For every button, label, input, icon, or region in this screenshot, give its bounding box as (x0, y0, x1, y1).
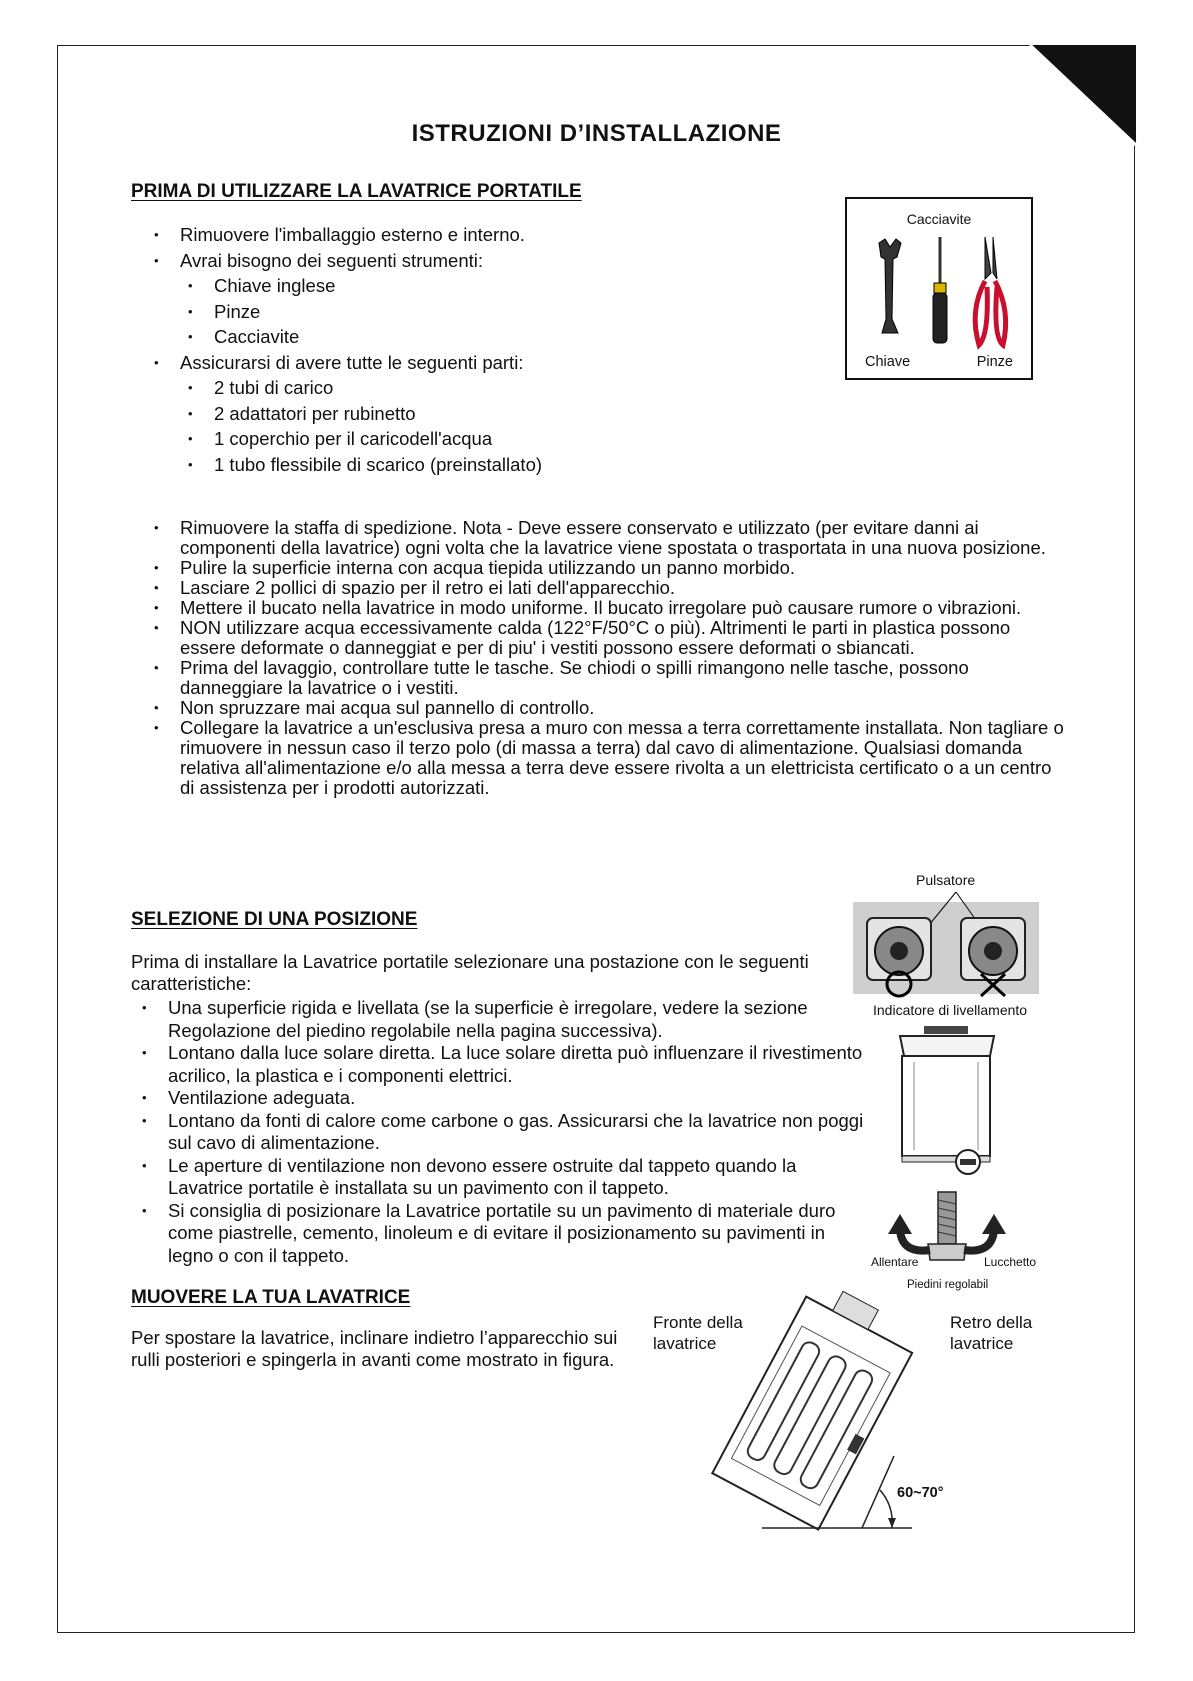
part-item: • 2 tubi di carico (214, 375, 780, 401)
tools-figure (845, 197, 1033, 380)
list-item: • Lontano da fonti di calore come carbone o gas. Assicurarsi che la lavatrice non poggi sul cavo di alimentazione. (168, 1110, 868, 1155)
back-label: Retro della lavatrice (950, 1313, 1033, 1353)
section-heading-before-use: PRIMA DI UTILIZZARE LA LAVATRICE PORTATILE (131, 181, 582, 202)
tool-item: • Pinze (214, 299, 780, 325)
washer-figure (894, 1022, 1004, 1172)
tool-label-screwdriver: Cacciavite (906, 211, 972, 227)
location-list (168, 997, 868, 1267)
list-item: • Rimuovere la staffa di spedizione. Nota - Deve essere conservato e utilizzato (per evitare danni ai componenti della lavatrice) ogni volta che la lavatrice viene spostata o trasportata in una nuova posizione. (180, 518, 1070, 558)
list-item: • NON utilizzare acqua eccessivamente calda (122°F/50°C o più). Altrimenti le parti in plastica possono essere deformate o danneggiat e per di piu' i vestiti possono essere deformati o sbiancati. (180, 618, 1070, 658)
adjustable-feet-label: Piedini regolabil (907, 1279, 989, 1291)
lock-label: Lucchetto (984, 1255, 1037, 1269)
page-title: ISTRUZIONI D’INSTALLAZIONE (411, 120, 782, 147)
location-intro: Prima di installare la Lavatrice portatile selezionare una postazione con le seguenti caratteristiche: (131, 951, 809, 994)
front-label: Fronte della lavatrice (653, 1313, 743, 1353)
list-item: • Collegare la lavatrice a un'esclusiva presa a muro con messa a terra correttamente installata. Non tagliare o rimuovere in nessun caso il terzo polo (di massa a terra) dal cavo di alimentazione. Qualsiasi domanda relativa all'alimentazione e/o alla messa a terra deve essere rivolta a un elettricista certificato o a un centro di assistenza per i prodotti autorizzati. (180, 718, 1070, 798)
screwdriver-icon (933, 237, 947, 343)
list-item: • Si consiglia di posizionare la Lavatrice portatile su un pavimento di materiale duro come piastrelle, cemento, linoleum e di evitare il posizionamento su pavimenti in legno o con il tappeto. (168, 1200, 868, 1268)
list-item: • Avrai bisogno dei seguenti strumenti: (180, 248, 780, 274)
part-item: • 1 tubo flessibile di scarico (preinstallato) (214, 452, 780, 478)
section-heading-location: SELEZIONE DI UNA POSIZIONE (131, 909, 418, 930)
pulsator-figure (853, 896, 1041, 996)
list-item: • Assicurarsi di avere tutte le seguenti parti: (180, 350, 780, 376)
intro-list (180, 222, 780, 477)
list-item: • Rimuovere l'imballaggio esterno e interno. (180, 222, 780, 248)
notes-list (180, 518, 1070, 798)
list-item: • Pulire la superficie interna con acqua tiepida utilizzando un panno morbido. (180, 558, 1070, 578)
list-item: • Prima del lavaggio, controllare tutte le tasche. Se chiodi o spilli rimangono nelle tasche, possono danneggiare la lavatrice o i vestiti. (180, 658, 1070, 698)
loosen-label: Allentare (871, 1255, 919, 1269)
list-item: • Mettere il bucato nella lavatrice in modo uniforme. Il bucato irregolare può causare rumore o vibrazioni. (180, 598, 1070, 618)
list-item: • Le aperture di ventilazione non devono essere ostruite dal tappeto quando la Lavatrice portatile è installata su un pavimento con il tappeto. (168, 1155, 868, 1200)
list-item: • Non spruzzare mai acqua sul pannello di controllo. (180, 698, 1070, 718)
pliers-icon (975, 237, 1006, 345)
tool-item: • Chiave inglese (214, 273, 780, 299)
list-item: • Ventilazione adeguata. (168, 1087, 868, 1110)
moving-text: Per spostare la lavatrice, inclinare indietro l’apparecchio sui rulli posteriori e spingerla in avanti come mostrato in figura. (131, 1327, 618, 1370)
section-heading-moving: MUOVERE LA TUA LAVATRICE (131, 1287, 411, 1308)
level-indicator-label: Indicatore di livellamento (873, 1002, 1028, 1018)
tool-item: • Cacciavite (214, 324, 780, 350)
tool-label-wrench: Chiave (865, 354, 911, 370)
wrench-icon (879, 239, 901, 333)
list-item: • Lasciare 2 pollici di spazio per il retro ei lati dell'apparecchio. (180, 578, 1070, 598)
tilted-washer-figure (712, 1306, 962, 1536)
angle-label: 60~70° (897, 1485, 944, 1501)
pulsator-label: Pulsatore (916, 872, 976, 888)
list-item: • Una superficie rigida e livellata (se la superficie è irregolare, vedere la sezione Regolazione del piedino regolabile nella pagina successiva). (168, 997, 868, 1042)
list-item: • Lontano dalla luce solare diretta. La luce solare diretta può influenzare il rivestimento acrilico, la plastica e i componenti elettrici. (168, 1042, 868, 1087)
tool-label-pliers: Pinze (976, 354, 1013, 370)
tools-illustration (867, 237, 1017, 347)
part-item: • 1 coperchio per il caricodell'acqua (214, 426, 780, 452)
part-item: • 2 adattatori per rubinetto (214, 401, 780, 427)
